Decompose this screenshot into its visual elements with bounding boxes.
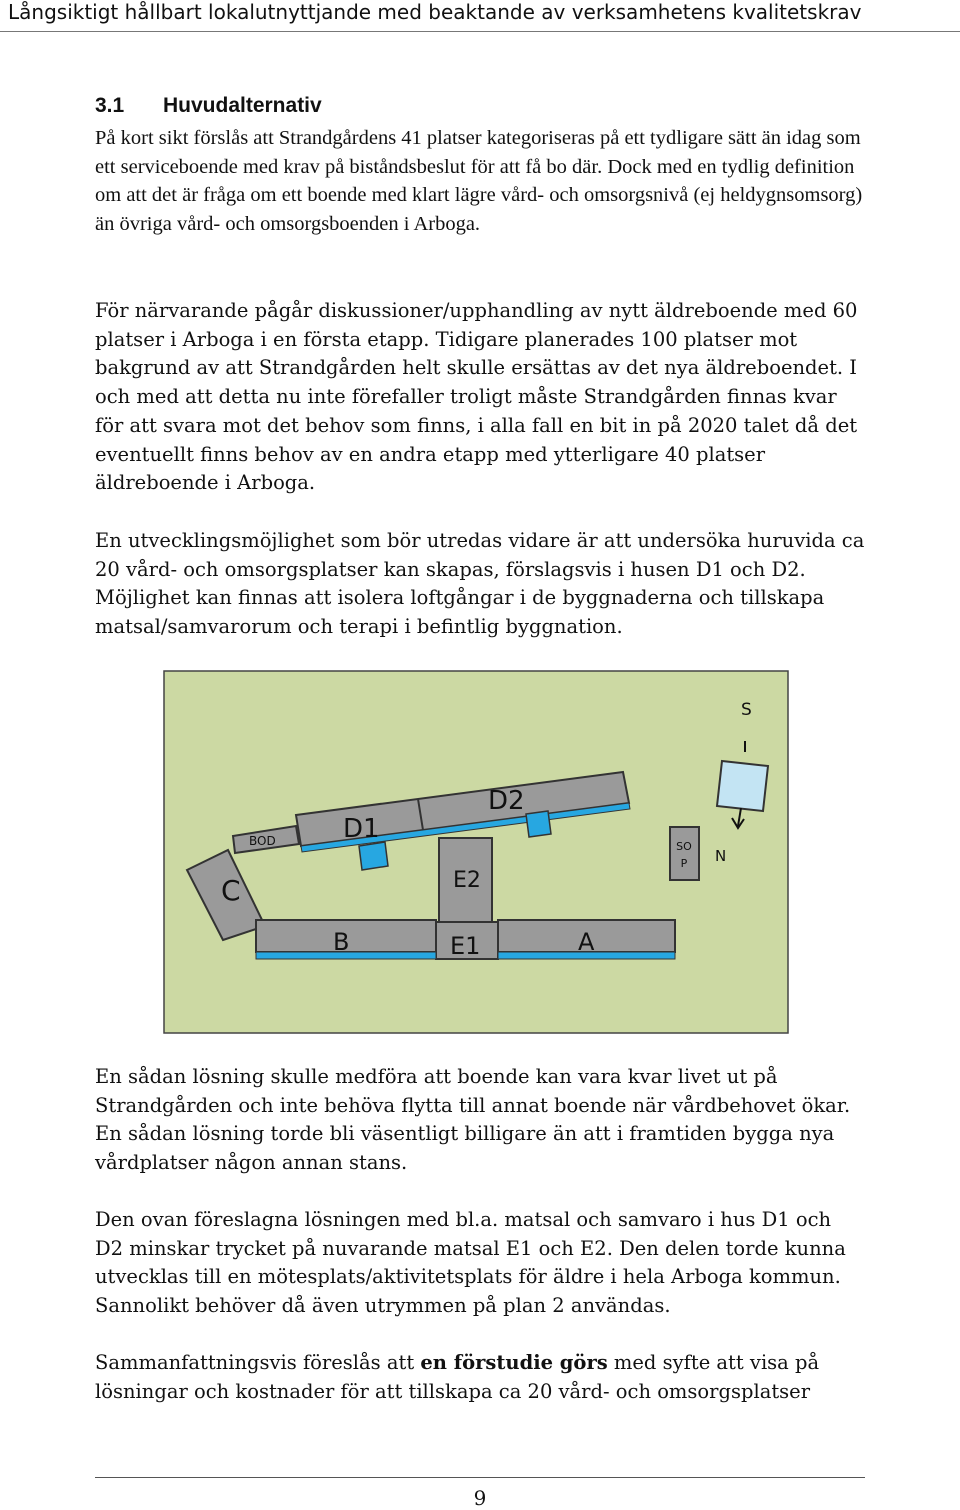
stair-d1 [359, 842, 388, 870]
paragraph-1: På kort sikt förslås att Strandgårdens 41 platser kategoriseras på ett tydligare sätt än idag som ett serviceboende med krav på biståndsbeslut för att få bo där. Dock med en tydlig definition om att det är fråga om ett boende med klart lägre vård- och omsorgsnivå (ej heldygnsomsorg) än övriga vård- och omsorgsboenden i Arboga. [95, 127, 863, 236]
building-d1-label: D1 [343, 814, 380, 844]
footer-rule [95, 1477, 865, 1478]
page-number: 9 [473, 1486, 487, 1510]
header-rule [0, 31, 960, 32]
compass-north-label: N [715, 847, 727, 865]
building-e1-label: E1 [450, 932, 481, 960]
paragraph-6-lead: Sammanfattningsvis föreslås att [95, 1351, 421, 1374]
paragraph-6-emphasis: en förstudie görs [420, 1351, 608, 1374]
paragraph-6 [95, 1349, 865, 1406]
paragraph-6-tail: med syfte att visa på lösningar och kostnader för att tillskapa ca 20 vård- och omsorgsplatser [95, 1351, 820, 1403]
section-title: Huvudalternativ [163, 94, 322, 117]
compass-box [717, 761, 768, 811]
section-heading [95, 93, 322, 119]
building-b-label: B [333, 928, 350, 956]
section-number: 3.1 [95, 94, 125, 117]
paragraph-5: Den ovan föreslagna lösningen med bl.a. matsal och samvaro i hus D1 och D2 minskar trycket på nuvarande matsal E1 och E2. Den delen torde kunna utvecklas till en mötesplats/aktivitetsplats för äldre i hela Arboga kommun. Sannolikt behöver då även utrymmen på plan 2 användas. [95, 1208, 846, 1318]
stair-d2 [526, 811, 551, 837]
paragraph-2: För närvarande pågår diskussioner/upphandling av nytt äldreboende med 60 platser i Arboga i en första etapp. Tidigare planerades 100 platser mot bakgrund av att Strandgården helt skulle ersättas av det nya äldreboendet. I och med att detta nu inte förefaller troligt måste Strandgården finnas kvar för att svara mot det behov som finns, i alla fall en bit in på 2020 talet då det eventuellt finns behov av en andra etapp med ytterligare 40 platser äldreboende i Arboga. [95, 299, 858, 495]
building-c-label: C [221, 874, 241, 907]
running-header: Långsiktigt hållbart lokalutnyttjande med beaktande av verksamhetens kvalitetskrav [8, 0, 862, 24]
paragraph-3: En utvecklingsmöjlighet som bör utredas vidare är att undersöka huruvida ca 20 vård- och omsorgsplatser kan skapas, förslagsvis i husen D1 och D2. Möjlighet kan finnas att isolera loftgångar i de byggnaderna och tillskapa matsal/samvarorum och terapi i befintlig byggnation. [95, 529, 865, 639]
building-d2-label: D2 [488, 786, 525, 816]
building-sop-label-1: SO [676, 840, 692, 853]
building-sop [670, 827, 699, 880]
building-sop-label-2: P [680, 857, 688, 870]
building-a-label: A [578, 928, 595, 956]
paragraph-4: En sådan lösning skulle medföra att boende kan vara kvar livet ut på Strandgården och inte behöva flytta till annat boende när vårdbehovet ökar. En sådan lösning torde bli väsentligt billigare än att i framtiden bygga nya vårdplatser någon annan stans. [95, 1065, 851, 1175]
building-bod-label: BOD [249, 834, 276, 848]
building-e2-label: E2 [453, 868, 481, 893]
site-map [163, 670, 789, 1034]
compass-south-label: S [741, 700, 752, 720]
